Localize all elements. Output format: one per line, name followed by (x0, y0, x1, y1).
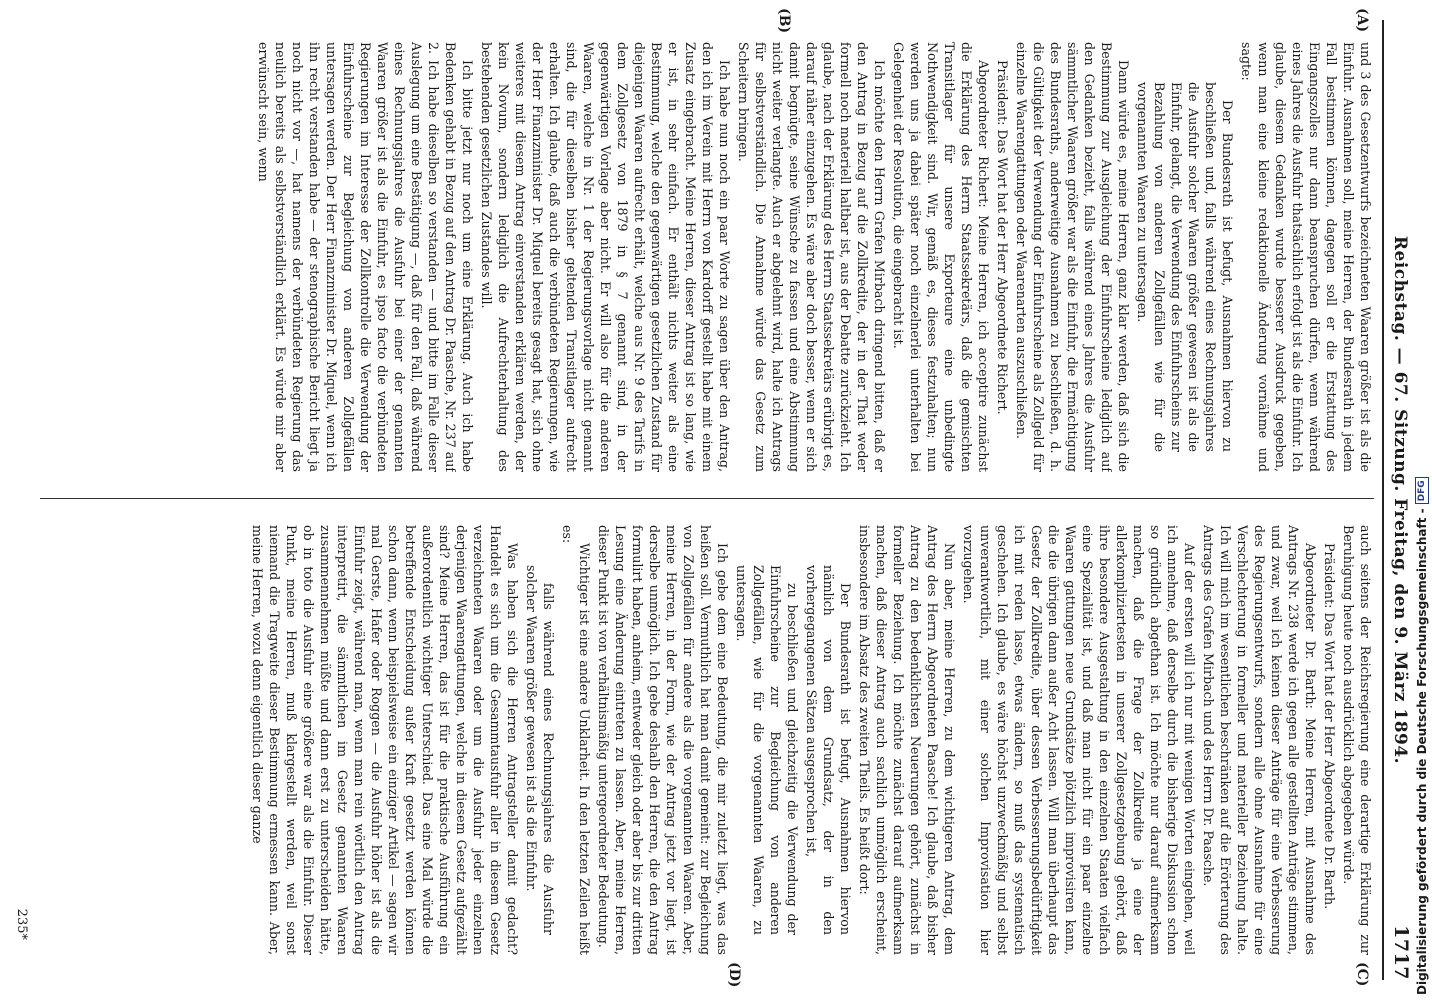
paragraph: Ich bitte jetzt nur noch um eine Erklärung. Auch ich habe Bedenken gehabt in Bezug auf den Antrag Dr. Paasche, Nr. 237 auf 2. Ich habe dieselben so verstanden — und bitte im Falle dieser Auslegung um eine Bestätigung —, daß für den Fall, daß während eines Rechnungsjahres die Ausfuhr bei einer der genannten Waaren größer ist als die Einfuhr, es ipso facto die verbündeten Regierungen im Interesse der Zollkontrolle die Verwendung der Einfuhrscheine zur Begleichung von anderen Zollgefällen untersagen werden. Der Herr Finanzminister Dr. Miquel, wenn ich ihn recht verstanden habe — der stenographische Bericht liegt ja noch nicht vor —, hat namens der verbündeten Regierung das neulich bereits als selbstverständlich erklärt. Es würde mir aber erwünscht sein, wenn (256, 42, 475, 472)
quoted-paragraph: zu beschließen und gleichzeitig die Verwendung der Einfuhrscheine zur Begleichung von anderen Zollgefällen, wie für die vorgenannten Waaren, zu untersagen. (734, 565, 800, 935)
paragraph: Dann würde es, meine Herren, ganz klar werden, daß sich die Bestimmung zur Ausgleichung der Einfuhrscheine lediglich auf den Gedanken bezieht, falls während eines Jahres die Ausfuhr sämmtlicher Waaren größer war als die Einfuhr, die Ermächtigung des Bundesraths, anderweitige Ausnahmen zu beschließen, d. h. die Gültigkeit der Verwendung der Einfuhrscheine als Zollgeld für einzelne Waarengattungen oder Waarenarten auszuschließen. (1014, 42, 1131, 472)
page-header-title: Reichstag. — 67. Sitzung. Freitag, den 9. März 1894. (1390, 235, 1410, 765)
column-divider (40, 498, 1374, 499)
paragraph: Ich möchte den Herrn Grafen Mirbach dringend bitten, daß er den Antrag in Bezug auf die Zollkredite, der in der That weder formell noch materiell haltbar ist, aus der Debatte zurückzieht. Ich glaube, nach der Erklärung des Herrn Staatssekretärs erübrigt es, darauf näher einzugehen. Es wäre aber doch besser, wenn er sich damit begnügte, seine Wünsche zu fassen und eine Abstimmung nicht weiter verlangte. Auch er abgelehnt wird, halte ich Antrags für selbstverständlich. Die Annahme würde das Gesetz zum Scheitern bringen. (736, 42, 887, 472)
speaker-line: Präsident: Das Wort hat der Herr Abgeordnete Richert. (995, 60, 1010, 415)
paragraph: auch seitens der Reichsregierung eine derartige Erklärung zur Beruhigung heute noch ausdrücklich abgegeben würde. (1341, 525, 1373, 955)
paragraph: Was haben sich die Herren Antragsteller damit gedacht? Handelt es sich um die Gesammtausfuhr aller in diesem Gesetz verzeichneten Waaren oder um die Ausfuhr jeder einzelnen derjenigen Waarengattungen, welche in diesem Gesetz aufgezählt sind? Meine Herren, das ist für die praktische Ausführung ein außerordentlich wichtiger Unterschied. Das eine Mal würde die betreffende Entscheidung außer Kraft gesetzt werden können schon dann, wenn beispielsweise ein einziger Artikel — sagen wir mal Gerste, Hafer oder Roggen — die Ausfuhr höher ist als die Einfuhr zeigt, während man, wenn man rein wörtlich den Antrag interpretirt, die sämmtlichen im Gesetz genannten Waaren zusammennehmen müßte und dann erst zu unterscheiden hätte, ob in toto die Ausfuhr eine größere war als die Einfuhr. Dieser Punkt, meine Herren, muß klargestellt werden, weil sonst niemand die Tragweite dieser Bestimmung ermessen kann. Aber, meine Herren, wozu denn eigentlich dieser ganze (250, 525, 520, 955)
left-column (40, 42, 1374, 472)
quoted-paragraph: Der Bundesrath ist befugt, Ausnahmen hiervon zu beschließen und, falls während eines Rechnungsjahres die Ausfuhr solcher Waaren größer gewesen ist als die Einfuhr, gelangt, die Verwendung des Einfuhrscheins zur Bezahlung von anderen Zollgefällen wie für die vorgenannten Waaren zu untersagen. (1135, 82, 1235, 452)
margin-marker-b: (B) (776, 8, 792, 34)
right-column (40, 525, 1374, 955)
footer-text: Digitalisierung gefördert durch die Deutsche Forschungsgemeinschaft - (1415, 508, 1429, 995)
margin-marker-d: (D) (726, 962, 742, 988)
page-number: 1717 (1390, 925, 1412, 980)
paragraph: Ich habe nun noch ein paar Worte zu sagen über den Antrag, den ich im Verein mit Herrn von Kardorff gestellt habe mit einem Zusatz eingebracht. Meine Herren, dieser Antrag ist so lang, wie er ist, in sehr einfach. Er enthält nichts weiter als eine Bestimmung, welche den gegenwärtigen gesetzlichen Zustand für diejenigen Waaren aufrecht erhält, welche aus Nr. 9 des Tarifs in dem Zollgesetz von 1879 in § 7 genannt sind, in der gegenwärtigen Vorlage aber nicht. Er will also für die anderen Waaren, welche in Nr. 1 der Regierungsvorlage nicht genannt sind, die für dieselben bisher geltenden Transitlager aufrecht erhalten. Ich glaube, daß auch die verbündeten Regierungen, wie der Herr Finanzminister Dr. Miquel bereits gesagt hat, sich ohne weiteres mit diesem Antrag einverstanden erklären werden, der kein Novum, sondern lediglich die Aufrechterhaltung des bestehenden gesetzlichen Zustandes will. (479, 42, 732, 472)
quoted-paragraph: falls während eines Rechnungsjahres die Ausfuhr solcher Waaren größer gewesen ist als die Einfuhr. (524, 565, 556, 935)
quoted-paragraph: Der Bundesrath ist befugt, Ausnahmen hiervon nämlich von dem Grundsatz, der in den vorhergegangenen Sätzen ausgesprochen ist, (804, 565, 853, 935)
paragraph: Abgeordneter Dr. Barth: Meine Herren, mit Ausnahme des Antrags Nr. 238 werde ich gegen alle gestellten Anträge stimmen, und zwar, weil ich keinen dieser Anträge für eine Verbesserung des Regierungsentwurfs, sondern alle ohne Ausnahme für eine Verschlechterung in formeller und materieller Beziehung halte. Ich will mich im wesentlichen beschränken auf die Erörterung des Antrags des Grafen Mirbach und des Herrn Dr. Paasche. (1201, 525, 1318, 955)
paragraph: Auf der ersten will ich nur mit wenigen Worten eingehen, weil ich annehme, daß derselbe durch die bisherige Diskussion schon so gründlich abgethan ist. Ich möchte nur darauf aufmerksam machen, daß die Frage der Zollkredite ja eine der allerkompliziertesten in unserer Zollgesetzgebung gehört, daß ihre besondere Ausgestaltung in den einzelnen Staaten vielfach eine Spezialität ist, und daß man nicht für ein paar einzelne Waaren gattungen neue Grundsätze plötzlich improvisiren kann, die die übrigen dann außer Acht lassen. Will man überhaupt das Gesetz der Zollkredite, über dessen Verbesserungsbedürftigkeit ich mit reden lasse, etwas ändern, so muß das systematisch geschehen. Ich glaube, es wäre höchst unzweckmäßig und selbst unverantwortlich, mit einer solchen Improvisation hier vorzugehen. (961, 525, 1197, 955)
page-header (1382, 20, 1414, 980)
sheet-signature: 235* (14, 908, 29, 940)
paragraph: und 3 des Gesetzentwurfs bezeichneten Waaren größer ist als die Einfuhr. Ausnahmen soll, meine Herren, der Bundesrath in jedem Fall bestimmen können, dagegen soll er die Erstattung des Eingangszolles nur dann beanspruchen dürfen, wenn während eines Jahres die Ausfuhr thatsächlich erfolgt ist als die Einfuhr. Ich glaube, diesem Gedanken wurde besserer Ausdruck gegeben, wenn man eine kleine redaktionelle Änderung vornähme und sagte: (1239, 42, 1373, 472)
paragraph: Wichtiger ist eine andere Unklarheit. In den letzten Zeilen heißt es: (560, 525, 592, 955)
dfg-logo-icon: DFG (1415, 477, 1429, 504)
paragraph: Abgeordneter Richert: Meine Herren, ich acceptire zunächst die Erklärung des Herrn Staatssekretärs, daß die gemischten Transitlager für unsere Exporteure eine unbedingte Nothwendigkeit sind. Wir, gemäß es, dieses festzuhalten; nun werden uns ja dabei später noch einzelnerlei unterhalten bei Gelegenheit der Resolution, die eingebracht ist. (891, 42, 991, 472)
paragraph: Nun aber, meine Herren, zu dem wichtigeren Antrag, dem Antrag des Herrn Abgeordneten Paasche! Ich glaube, daß bisher Antrag zu den bedenklichsten Neuerungen gehört, zunächst in formeller Beziehung. Ich möchte zunächst darauf aufmerksam machen, daß dieser Antrag auch sachlich unmöglich erscheint, insbesondere im Absatz des zweiten Theils. Es heißt dort: (857, 525, 957, 955)
paragraph: Ich gebe dem eine Bedeutung, die mir zuletzt liegt, was das heißen soll. Vermuthlich hat man damit gemeint: zur Begleichung von Zollgefällen für andere als die vorgenannten Waaren. Aber, meine Herren, in der Form, wie der Antrag jetzt vor liegt, ist derselbe unmöglich. Ich gebe deshalb den Herren, die den Antrag formulirt haben, anheim, entweder gleich oder aber bis zur dritten Lesung eine Änderung eintreten zu lassen. Aber, meine Herren, dieser Punkt ist von verhältnismäßig untergeordneter Bedeutung. (596, 525, 730, 955)
margin-marker-c: (C) (1354, 962, 1370, 987)
speaker-line: Präsident: Das Wort hat der Herr Abgeordnete Dr. Barth. (1322, 543, 1337, 910)
margin-marker-a: (A) (1354, 8, 1370, 33)
